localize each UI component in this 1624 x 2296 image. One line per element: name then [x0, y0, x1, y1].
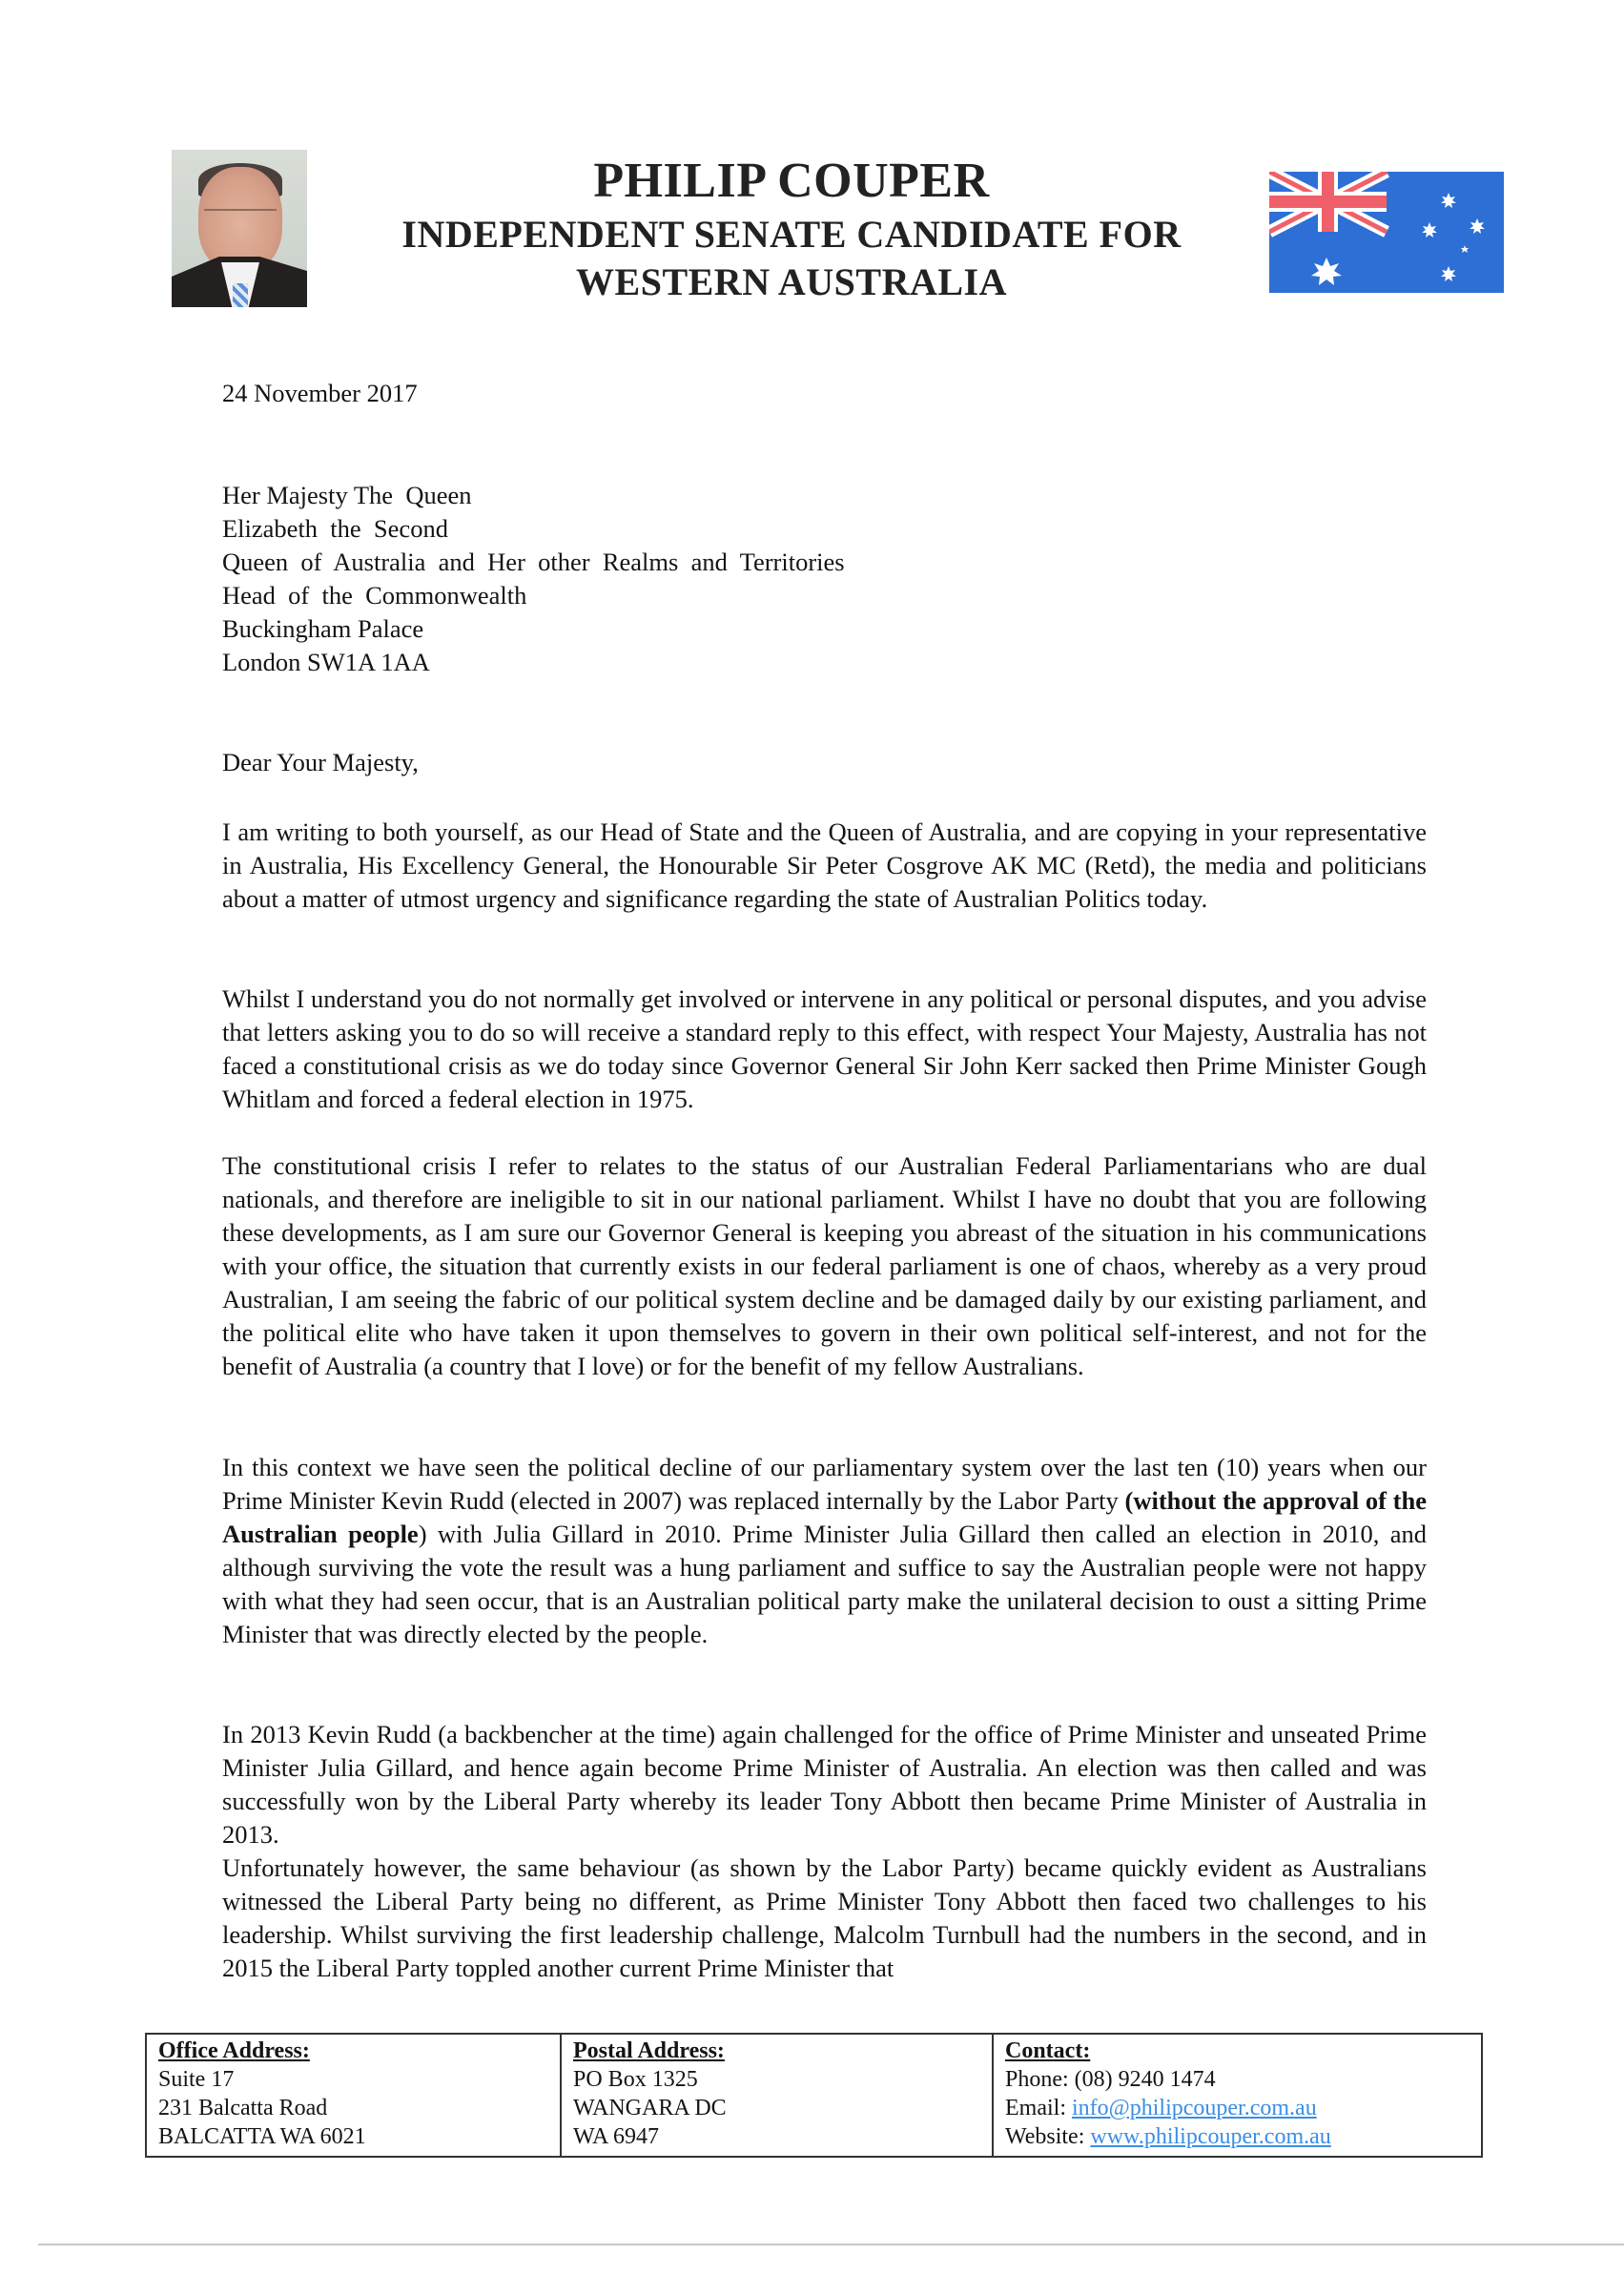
phone-label: Phone: — [1005, 2067, 1069, 2092]
body-paragraph: Whilst I understand you do not normally get involved or intervene in any political or personal disputes, and you advise that letters asking you to do so will receive a standard reply to this effect, with respect Your Majesty, Australia has not faced a constitutional crisis as we do today since Governor General Sir John Kerr sacked then Prime Minister Gough Whitlam and forced a federal election in 1975. — [222, 984, 1427, 1113]
office-address-line: Suite 17 — [158, 2067, 235, 2092]
australian-flag-icon — [1269, 172, 1504, 293]
letter-date: 24 November 2017 — [222, 379, 418, 407]
recipient-line: Buckingham Palace — [222, 614, 424, 643]
candidate-photo — [172, 150, 307, 307]
recipient-line: Elizabeth the Second — [222, 514, 448, 543]
website-line — [1005, 2122, 1473, 2151]
recipient-line: London SW1A 1AA — [222, 648, 430, 676]
candidate-name: PHILIP COUPER — [593, 154, 990, 208]
phone-line — [1005, 2065, 1473, 2094]
email-link[interactable]: info@philipcouper.com.au — [1071, 2096, 1317, 2120]
postal-address-heading: Postal Address: — [573, 2038, 725, 2063]
recipient-line: Head of the Commonwealth — [222, 581, 527, 610]
body-paragraph: In 2013 Kevin Rudd (a backbencher at the time) again challenged for the office of Prime Minister and unseated Prime Minister Julia Gillard, and hence again become Prime Minister of Australia. An election was then called and was successfully won by the Liberal Party whereby its leader Tony Abbott then became Prime Minister of Australia in 2013. — [222, 1720, 1427, 1849]
contact-column — [992, 2035, 1481, 2156]
page-divider — [38, 2244, 1624, 2245]
postal-address-line: PO Box 1325 — [573, 2067, 698, 2092]
candidate-subtitle-line2: WESTERN AUSTRALIA — [576, 260, 1007, 303]
body-paragraph — [222, 1451, 1427, 1651]
office-address-heading: Office Address: — [158, 2038, 310, 2063]
paragraph-text: In this context we have seen the political decline of our parliamentary system over the last ten (10) years when our Prime Minister Kevin Rudd (elected in 2007) was replaced internally by the Labor Party — [222, 1453, 1427, 1515]
website-label: Website: — [1005, 2124, 1085, 2149]
recipient-address — [222, 479, 1427, 679]
body-paragraph: I am writing to both yourself, as our Head of State and the Queen of Australia, and are copying in your representative in Australia, His Excellency General, the Honourable Sir Peter Cosgrove AK MC (Retd), the media and politicians about a matter of utmost urgency and significance regarding the state of Australian Politics today. — [222, 817, 1427, 913]
office-address-line: BALCATTA WA 6021 — [158, 2124, 366, 2149]
candidate-subtitle-line1: INDEPENDENT SENATE CANDIDATE FOR — [401, 213, 1182, 256]
office-address-line: 231 Balcatta Road — [158, 2096, 328, 2120]
footer-contact-box — [145, 2033, 1483, 2158]
office-address-column — [147, 2035, 560, 2156]
website-link[interactable]: www.philipcouper.com.au — [1090, 2124, 1331, 2149]
contact-heading: Contact: — [1005, 2038, 1091, 2063]
body-paragraph: The constitutional crisis I refer to relates to the status of our Australian Federal Parliamentarians who are dual nationals, and therefore are ineligible to sit in our national parliament. Whilst I have no doubt that you are following these developments, as I am sure our Governor General is keeping you abreast of the situation in his communications with your office, the situation that currently exists in our federal parliament is one of chaos, whereby as a very proud Australian, I am seeing the fabric of our political system decline and be damaged daily by our existing parliament, and the political elite who have taken it upon themselves to govern in their own political self-interest, and not for the benefit of Australia (a country that I love) or for the benefit of my fellow Australians. — [222, 1151, 1427, 1380]
recipient-line: Queen of Australia and Her other Realms and Territories — [222, 548, 845, 576]
recipient-line: Her Majesty The Queen — [222, 481, 472, 509]
postal-address-line: WA 6947 — [573, 2124, 659, 2149]
email-line — [1005, 2094, 1473, 2122]
salutation: Dear Your Majesty, — [222, 748, 419, 776]
emphasis-text: (without the approval of the Australian people — [222, 1486, 1428, 1548]
body-paragraph: Unfortunately however, the same behaviour (as shown by the Labor Party) became quickly evident as Australians witnessed the Liberal Party being no different, as Prime Minister Tony Abbott then faced two challenges to his leadership. Whilst surviving the first leadership challenge, Malcolm Turnbull had the numbers in the second, and in 2015 the Liberal Party toppled another current Prime Minister that — [222, 1853, 1427, 1982]
email-label: Email: — [1005, 2096, 1066, 2120]
postal-address-line: WANGARA DC — [573, 2096, 727, 2120]
phone-number: (08) 9240 1474 — [1074, 2067, 1216, 2092]
postal-address-column — [560, 2035, 992, 2156]
paragraph-text: ) with Julia Gillard in 2010. Prime Minister Julia Gillard then called an election in 2010, and although surviving the vote the result was a hung parliament and suffice to say the Australian people were not happy with what they had seen occur, that is an Australian political party make the unilateral decision to oust a sitting Prime Minister that was directly elected by the people. — [222, 1520, 1427, 1648]
